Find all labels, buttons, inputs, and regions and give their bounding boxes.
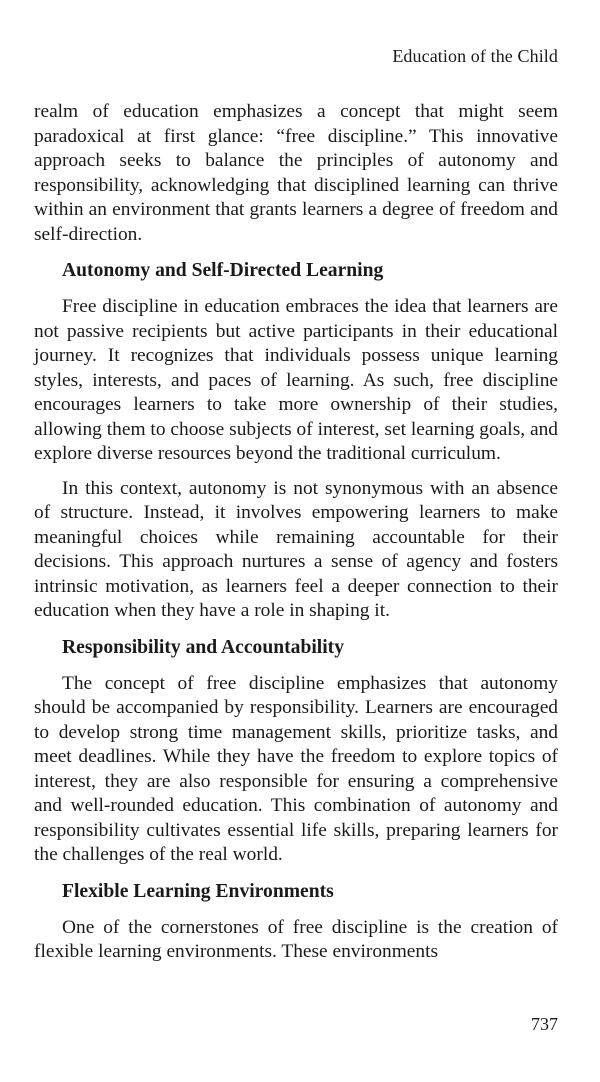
page-body (34, 100, 558, 975)
page-number: 737 (531, 1014, 558, 1034)
paragraph: The concept of free discipline emphasizes that autonomy should be accompanied by responsibility. Learners are encouraged to develop strong time management skills, prioritize tasks, and meet deadlines. While they have the freedom to explore topics of interest, they are also responsible for ensuring a comprehensive and well-rounded education. This combination of autonomy and responsibility cultivates essential life skills, preparing learners for the challenges of the real world. (34, 672, 558, 865)
section-heading-flexible-environments: Flexible Learning Environments (62, 880, 334, 902)
paragraph: One of the cornerstones of free discipline is the creation of flexible learning environments. These environments (34, 916, 558, 962)
section-heading-autonomy: Autonomy and Self-Directed Learning (62, 260, 384, 281)
section-heading-responsibility: Responsibility and Accountability (62, 636, 344, 658)
paragraph-continued: realm of education emphasizes a concept that might seem paradoxical at first glance: “free discipline.” This innovative approach seeks to balance the principles of autonomy and responsibility, acknowledging that disciplined learning can thrive within an environment that grants learners a degree of freedom and self-direction. (34, 101, 558, 245)
running-head: Education of the Child (392, 46, 558, 66)
paragraph: Free discipline in education embraces the idea that learners are not passive recipients but active participants in their educational journey. It recognizes that individuals possess unique learning styles, interests, and paces of learning. As such, free discipline encourages learners to take more ownership of their studies, allowing them to choose subjects of interest, set learning goals, and explore diverse resources beyond the traditional curriculum. (34, 296, 558, 464)
paragraph: In this context, autonomy is not synonymous with an absence of structure. Instead, it involves empowering learners to make meaningful choices while remaining accountable for their decisions. This approach nurtures a sense of agency and fosters intrinsic motivation, as learners feel a deeper connection to their education when they have a role in shaping it. (34, 477, 558, 621)
